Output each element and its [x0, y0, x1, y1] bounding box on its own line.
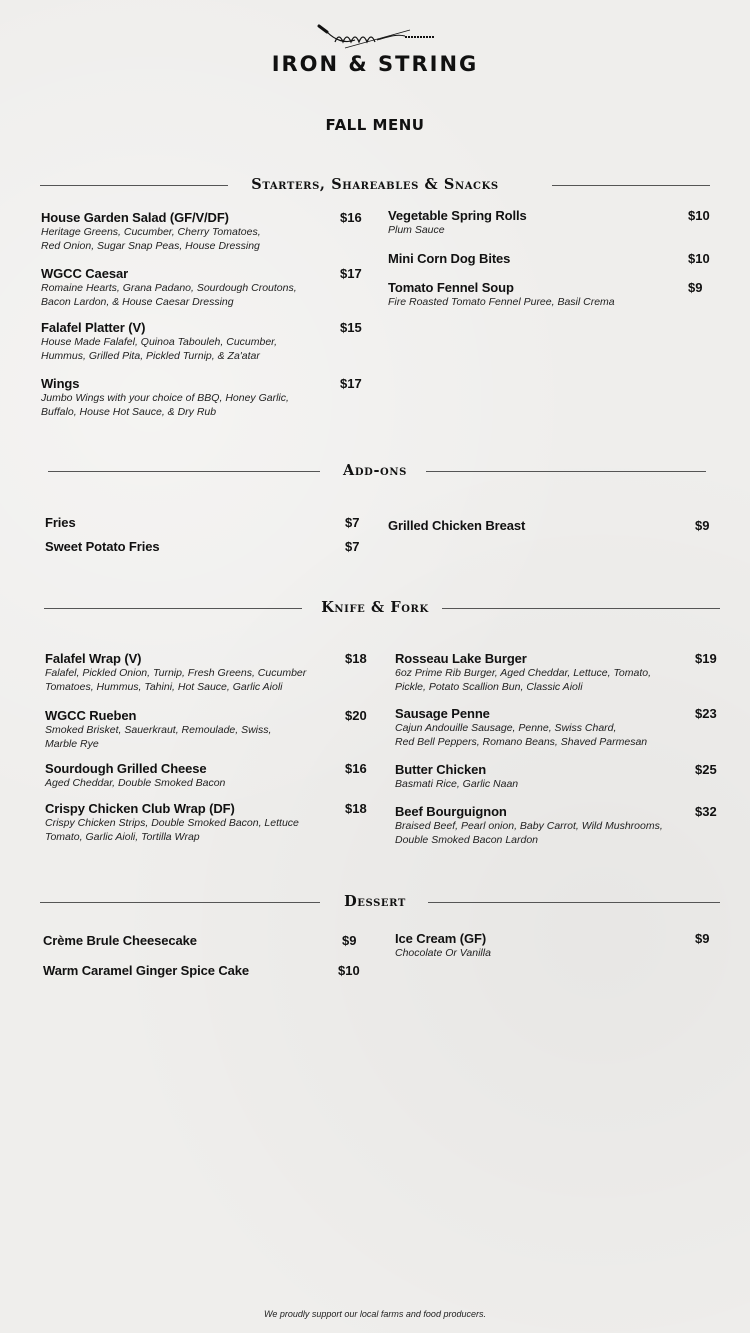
item-name: WGCC Rueben [45, 708, 137, 723]
menu-title: FALL MENU [325, 116, 425, 134]
menu-item [395, 804, 663, 847]
item-price: $15 [340, 320, 362, 335]
section-title: Add-ons [343, 462, 407, 479]
item-name: Rosseau Lake Burger [395, 651, 527, 666]
item-desc: Heritage Greens, Cucumber, Cherry Tomatoes, [41, 226, 261, 238]
item-desc: Romaine Hearts, Grana Padano, Sourdough Croutons, [41, 282, 297, 294]
item-price: $25 [695, 762, 717, 777]
item-name: WGCC Caesar [41, 266, 129, 281]
item-desc: Aged Cheddar, Double Smoked Bacon [45, 777, 226, 789]
menu-item [388, 518, 525, 533]
item-desc: Buffalo, House Hot Sauce, & Dry Rub [41, 406, 217, 418]
menu-item [45, 515, 76, 530]
item-name: Vegetable Spring Rolls [388, 208, 527, 223]
menu-item [41, 376, 289, 419]
item-price: $17 [340, 266, 362, 281]
guitar-string-logo-icon [305, 20, 445, 54]
item-desc: Crispy Chicken Strips, Double Smoked Bacon, Lettuce [45, 817, 299, 829]
item-desc: Basmati Rice, Garlic Naan [395, 778, 519, 790]
item-price: $10 [338, 963, 360, 978]
item-name: House Garden Salad (GF/V/DF) [41, 210, 229, 225]
item-desc: Chocolate Or Vanilla [395, 947, 491, 959]
menu-item [395, 931, 491, 960]
item-desc: Falafel, Pickled Onion, Turnip, Fresh Greens, Cucumber [45, 667, 307, 679]
item-name: Warm Caramel Ginger Spice Cake [43, 963, 250, 978]
item-price: $20 [345, 708, 367, 723]
item-name: Crème Brule Cheesecake [43, 933, 197, 948]
section-title: Knife & Fork [321, 599, 429, 616]
item-name: Tomato Fennel Soup [388, 280, 514, 295]
item-price: $7 [345, 539, 360, 554]
item-price: $9 [688, 280, 703, 295]
item-price: $19 [695, 651, 717, 666]
divider [426, 471, 706, 472]
menu-item [395, 651, 651, 694]
item-price: $23 [695, 706, 717, 721]
item-price: $7 [345, 515, 360, 530]
menu-item [388, 208, 527, 237]
item-price: $16 [340, 210, 362, 225]
item-desc: Red Bell Peppers, Romano Beans, Shaved Parmesan [395, 736, 648, 748]
item-desc: Pickle, Potato Scallion Bun, Classic Aioli [395, 681, 583, 693]
item-name: Mini Corn Dog Bites [388, 251, 511, 266]
item-price: $18 [345, 651, 367, 666]
item-desc: Marble Rye [45, 738, 99, 750]
logo [0, 20, 750, 76]
item-name: Beef Bourguignon [395, 804, 507, 819]
section-header-starters [0, 176, 750, 196]
section-title: Starters, Shareables & Snacks [251, 176, 499, 193]
item-name: Falafel Wrap (V) [45, 651, 142, 666]
item-name: Crispy Chicken Club Wrap (DF) [45, 801, 235, 816]
item-price: $9 [342, 933, 357, 948]
item-desc: Tomatoes, Hummus, Tahini, Hot Sauce, Garlic Aioli [45, 681, 283, 693]
item-price: $17 [340, 376, 362, 391]
item-desc: 6oz Prime Rib Burger, Aged Cheddar, Lettuce, Tomato, [395, 667, 652, 679]
item-name: Butter Chicken [395, 762, 487, 777]
menu-item [43, 933, 197, 948]
item-name: Falafel Platter (V) [41, 320, 146, 335]
section-header-knife-fork [0, 599, 750, 619]
item-price: $10 [688, 251, 710, 266]
item-desc: Tomato, Garlic Aioli, Tortilla Wrap [45, 831, 200, 843]
item-price: $18 [345, 801, 367, 816]
menu-item [45, 708, 271, 751]
menu-item [388, 280, 615, 309]
item-name: Sourdough Grilled Cheese [45, 761, 207, 776]
item-name: Ice Cream (GF) [395, 931, 487, 946]
item-desc: Fire Roasted Tomato Fennel Puree, Basil Crema [388, 296, 615, 308]
menu-item [388, 251, 510, 266]
item-name: Grilled Chicken Breast [388, 518, 526, 533]
divider [552, 185, 710, 186]
item-name: Fries [45, 515, 76, 530]
item-desc: Braised Beef, Pearl onion, Baby Carrot, Wild Mushrooms, [395, 820, 663, 832]
item-name: Wings [41, 376, 80, 391]
brand-name: IRON & STRING [271, 52, 479, 76]
menu-item [45, 651, 306, 694]
menu-item [45, 761, 225, 790]
item-price: $10 [688, 208, 710, 223]
menu-item [395, 762, 518, 791]
divider [442, 608, 720, 609]
item-desc: Hummus, Grilled Pita, Pickled Turnip, & Za'atar [41, 350, 260, 362]
item-desc: Double Smoked Bacon Lardon [395, 834, 539, 846]
menu-item [45, 539, 160, 554]
item-desc: Jumbo Wings with your choice of BBQ, Honey Garlic, [41, 392, 289, 404]
item-desc: Bacon Lardon, & House Caesar Dressing [41, 296, 234, 308]
menu-item [45, 801, 299, 844]
item-desc: Red Onion, Sugar Snap Peas, House Dressing [41, 240, 260, 252]
item-price: $9 [695, 931, 710, 946]
menu-item [395, 706, 647, 749]
item-desc: Smoked Brisket, Sauerkraut, Remoulade, Swiss, [45, 724, 272, 736]
item-price: $16 [345, 761, 367, 776]
section-header-dessert [0, 893, 750, 913]
menu-item [43, 963, 249, 978]
item-price: $9 [695, 518, 710, 533]
item-price: $32 [695, 804, 717, 819]
section-header-addons [0, 462, 750, 482]
item-desc: House Made Falafel, Quinoa Tabouleh, Cucumber, [41, 336, 278, 348]
item-desc: Plum Sauce [388, 224, 445, 236]
menu-item [41, 210, 261, 253]
item-desc: Cajun Andouille Sausage, Penne, Swiss Chard, [395, 722, 617, 734]
section-title: Dessert [344, 893, 406, 910]
divider [428, 902, 720, 903]
item-name: Sausage Penne [395, 706, 490, 721]
menu-item [41, 266, 297, 309]
footer-note: We proudly support our local farms and food producers. [264, 1309, 486, 1319]
menu-item [41, 320, 277, 363]
item-name: Sweet Potato Fries [45, 539, 160, 554]
